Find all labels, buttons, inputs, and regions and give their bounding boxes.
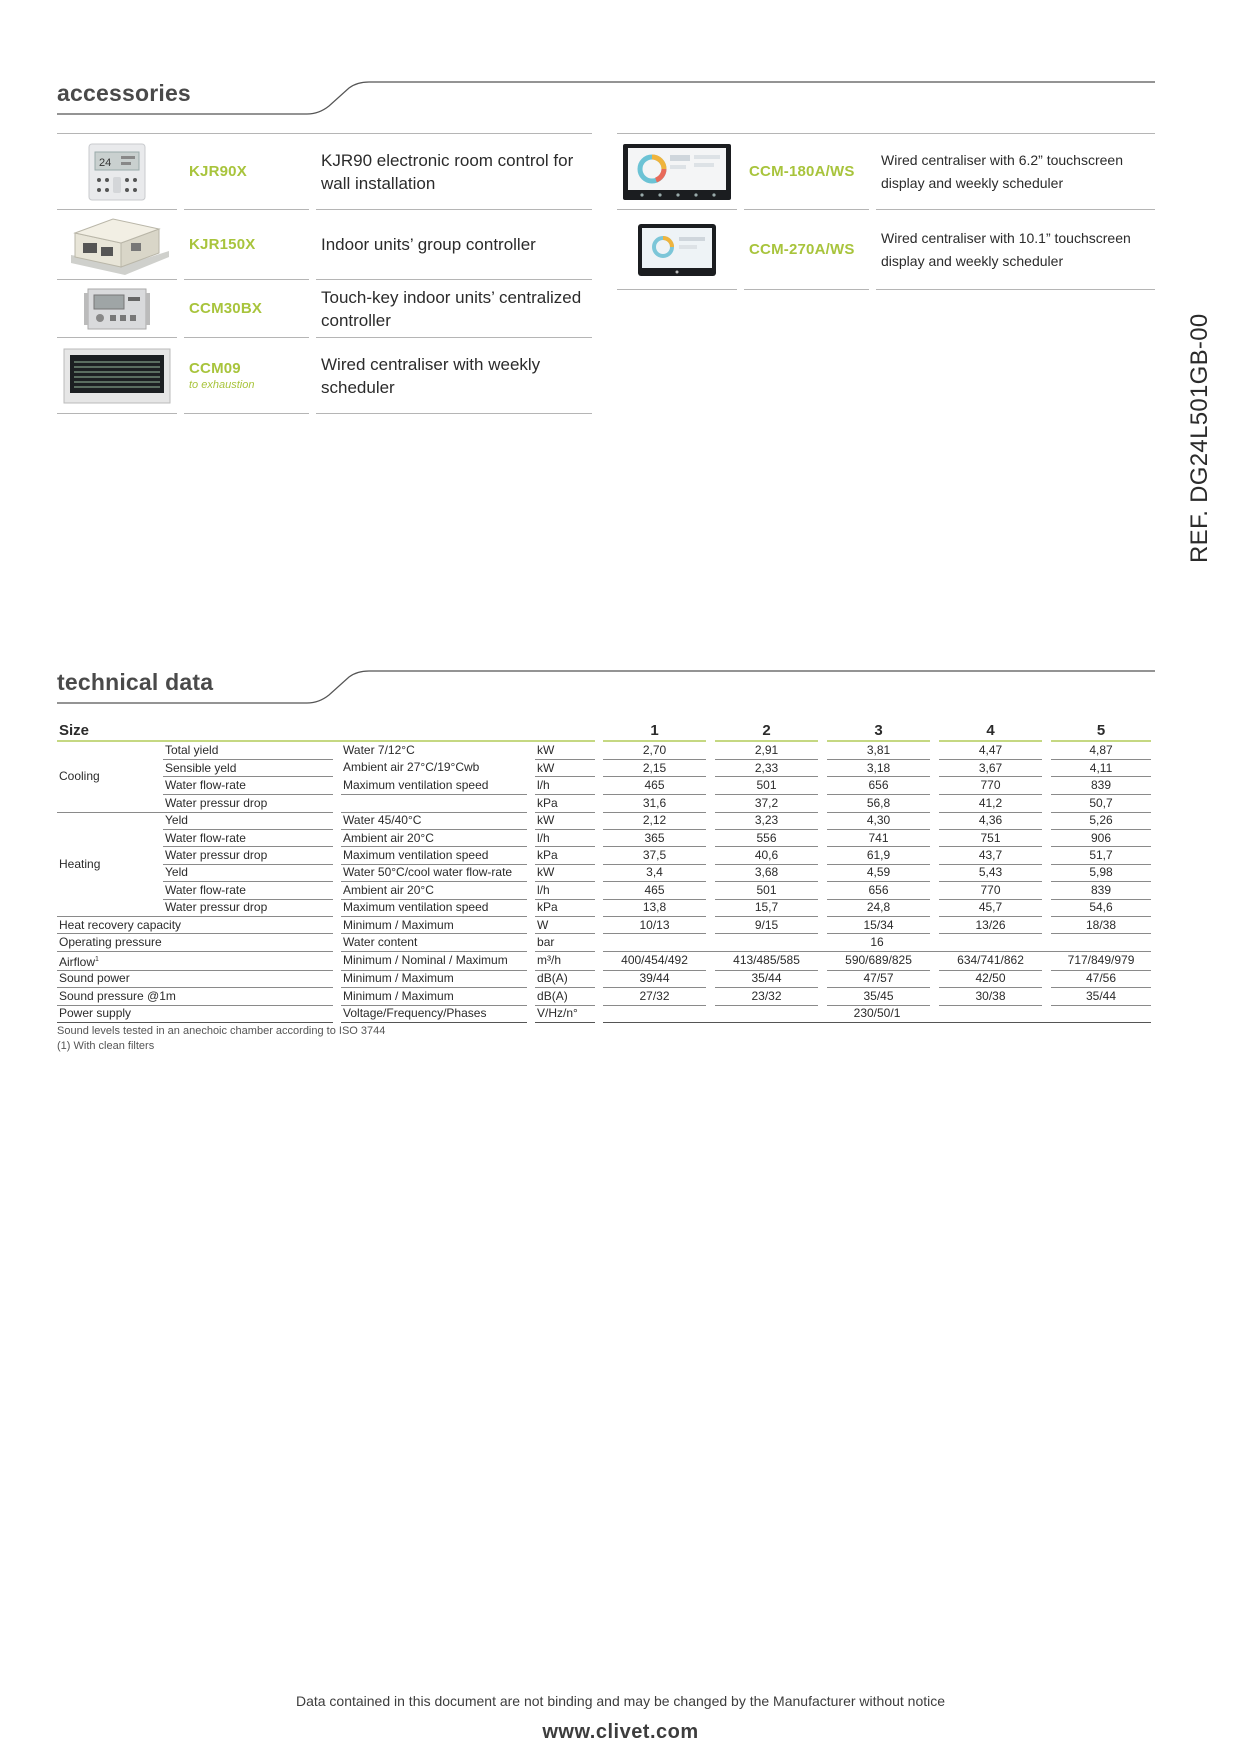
table-notes <box>57 1024 385 1054</box>
centralized-controller-image <box>57 280 177 338</box>
value-cell: 4,47 <box>939 742 1042 760</box>
value-cell: 35/44 <box>715 971 818 988</box>
value-cell: 39/44 <box>603 971 706 988</box>
param-label: Yeld <box>163 813 333 830</box>
value-cell: 16 <box>603 934 1151 951</box>
value-cell: 634/741/862 <box>939 952 1042 971</box>
conditions-cell: Voltage/Frequency/Phases <box>341 1006 527 1023</box>
value-cell: 9/15 <box>715 917 818 934</box>
accessory-code: CCM30BX <box>189 300 263 317</box>
size-header: 3 <box>827 720 930 742</box>
param-label: Water flow-rate <box>163 777 333 795</box>
conditions-cell: Water 50°C/cool water flow-rate <box>341 865 527 882</box>
accessories-header <box>57 80 1155 120</box>
table-row <box>57 882 1151 899</box>
param-label: Water pressur drop <box>163 847 333 864</box>
unit-label: W <box>535 917 595 934</box>
value-cell: 3,68 <box>715 865 818 882</box>
value-cell: 839 <box>1051 777 1151 795</box>
table-row <box>57 952 1151 971</box>
value-cell: 501 <box>715 777 818 795</box>
wired-centraliser-image <box>57 338 177 414</box>
value-cell: 47/56 <box>1051 971 1151 988</box>
value-cell: 23/32 <box>715 988 818 1005</box>
wall-controller-image <box>57 134 177 210</box>
note-line: Sound levels tested in an anechoic chamber according to ISO 3744 <box>57 1025 386 1037</box>
footnote-marker: 1 <box>95 955 99 963</box>
conditions-cell <box>341 795 527 812</box>
value-cell: 501 <box>715 882 818 899</box>
accessory-code: CCM-180A/WS <box>749 163 855 180</box>
value-cell: 2,15 <box>603 760 706 778</box>
conditions-cell: Water 45/40°C <box>341 813 527 830</box>
value-cell: 465 <box>603 777 706 795</box>
technical-data-title: technical data <box>57 669 214 695</box>
value-cell: 5,26 <box>1051 813 1151 830</box>
size-label: Size <box>57 720 333 742</box>
accessory-row-kjr90x <box>57 134 592 210</box>
table-row <box>57 777 1151 795</box>
document-reference: REF. DG24L501GB-00 <box>1186 313 1213 563</box>
value-cell: 35/44 <box>1051 988 1151 1005</box>
param-label: Water flow-rate <box>163 830 333 847</box>
value-cell: 13/26 <box>939 917 1042 934</box>
unit-label: dB(A) <box>535 971 595 988</box>
accessories-left-list <box>57 133 592 414</box>
conditions-cell: Maximum ventilation speed <box>341 900 527 917</box>
value-cell: 37,5 <box>603 847 706 864</box>
conditions-cell: Minimum / Maximum <box>341 971 527 988</box>
group-controller-image <box>57 210 177 280</box>
unit-label: kPa <box>535 795 595 812</box>
accessory-description: Wired centraliser with 10.1” touchscreen display and weekly scheduler <box>876 210 1155 290</box>
value-cell: 751 <box>939 830 1042 847</box>
size-header: 4 <box>939 720 1042 742</box>
condition-line: Ambient air 27°C/19°Cwb <box>343 760 480 775</box>
value-cell: 4,87 <box>1051 742 1151 760</box>
table-row <box>57 760 1151 778</box>
note-line: (1) With clean filters <box>57 1040 155 1052</box>
value-cell: 56,8 <box>827 795 930 812</box>
accessory-description: Wired centraliser with 6.2” touchscreen display and weekly scheduler <box>876 134 1155 210</box>
section-divider-line <box>57 80 1155 116</box>
value-cell: 2,91 <box>715 742 818 760</box>
value-cell: 3,4 <box>603 865 706 882</box>
value-cell: 770 <box>939 882 1042 899</box>
size-header: 5 <box>1051 720 1151 742</box>
table-row <box>57 988 1151 1005</box>
table-row <box>57 865 1151 882</box>
value-cell: 839 <box>1051 882 1151 899</box>
row-label: Heat recovery capacity <box>57 917 333 934</box>
table-row <box>57 917 1151 934</box>
table-row <box>57 971 1151 988</box>
conditions-cell: Minimum / Nominal / Maximum <box>341 952 527 971</box>
value-cell: 4,30 <box>827 813 930 830</box>
group-label-heating: Heating <box>57 813 163 917</box>
touchscreen-6-image <box>617 134 737 210</box>
row-label: Sound pressure @1m <box>57 988 333 1005</box>
unit-label: l/h <box>535 830 595 847</box>
footer-disclaimer: Data contained in this document are not binding and may be changed by the Manufacturer without notice <box>295 1693 946 1709</box>
table-row <box>57 813 1151 830</box>
row-label: Airflow$^1$ <box>57 952 333 971</box>
value-cell: 3,67 <box>939 760 1042 778</box>
conditions-cell: Ambient air 20°C <box>341 882 527 899</box>
unit-label: kW <box>535 865 595 882</box>
unit-label: kPa <box>535 847 595 864</box>
accessory-description: Indoor units’ group controller <box>316 210 592 280</box>
table-row <box>57 795 1151 812</box>
accessory-description: KJR90 electronic room control for wall installation <box>316 134 592 210</box>
value-cell: 43,7 <box>939 847 1042 864</box>
value-cell: 717/849/979 <box>1051 952 1151 971</box>
conditions-cell: Water content <box>341 934 527 951</box>
value-cell: 4,11 <box>1051 760 1151 778</box>
value-cell: 41,2 <box>939 795 1042 812</box>
conditions-cell: Maximum ventilation speed <box>341 847 527 864</box>
section-divider-line <box>57 669 1155 705</box>
value-cell: 45,7 <box>939 900 1042 917</box>
table-row <box>57 830 1151 847</box>
value-cell: 61,9 <box>827 847 930 864</box>
value-cell: 50,7 <box>1051 795 1151 812</box>
conditions-cell: Ambient air 20°C <box>341 830 527 847</box>
size-header: 1 <box>603 720 706 742</box>
value-cell: 770 <box>939 777 1042 795</box>
value-cell: 31,6 <box>603 795 706 812</box>
row-label: Operating pressure <box>57 934 333 951</box>
unit-label: kPa <box>535 900 595 917</box>
value-cell: 556 <box>715 830 818 847</box>
conditions-cell: Minimum / Maximum <box>341 917 527 934</box>
value-cell: 906 <box>1051 830 1151 847</box>
technical-data-header <box>57 669 1155 709</box>
group-label-cooling: Cooling <box>57 742 163 813</box>
unit-label: l/h <box>535 777 595 795</box>
value-cell: 590/689/825 <box>827 952 930 971</box>
value-cell: 3,81 <box>827 742 930 760</box>
param-label: Water pressur drop <box>163 900 333 917</box>
accessory-note: to exhaustion <box>189 379 255 391</box>
param-label: Water pressur drop <box>163 795 333 812</box>
value-cell: 400/454/492 <box>603 952 706 971</box>
accessory-description: Wired centraliser with weekly scheduler <box>316 338 592 414</box>
unit-label: l/h <box>535 882 595 899</box>
value-cell: 24,8 <box>827 900 930 917</box>
table-row <box>57 1006 1151 1023</box>
value-cell: 413/485/585 <box>715 952 818 971</box>
value-cell: 42/50 <box>939 971 1042 988</box>
value-cell: 230/50/1 <box>603 1006 1151 1023</box>
value-cell: 35/45 <box>827 988 930 1005</box>
value-cell: 2,33 <box>715 760 818 778</box>
condition-line: Maximum ventilation speed <box>343 777 489 792</box>
value-cell: 656 <box>827 777 930 795</box>
unit-label: V/Hz/n° <box>535 1006 595 1023</box>
unit-label: kW <box>535 760 595 778</box>
value-cell: 47/57 <box>827 971 930 988</box>
unit-label: kW <box>535 813 595 830</box>
unit-label: m³/h <box>535 952 595 971</box>
unit-label: kW <box>535 742 595 760</box>
value-cell: 656 <box>827 882 930 899</box>
value-cell: 10/13 <box>603 917 706 934</box>
accessory-description: Touch-key indoor units’ centralized controller <box>316 280 592 338</box>
value-cell: 3,18 <box>827 760 930 778</box>
value-cell: 15/34 <box>827 917 930 934</box>
value-cell: 51,7 <box>1051 847 1151 864</box>
accessory-row-ccm-270a <box>617 210 1155 290</box>
value-cell: 40,6 <box>715 847 818 864</box>
param-label: Sensible yeld <box>163 760 333 778</box>
table-row <box>57 934 1151 951</box>
value-cell: 2,70 <box>603 742 706 760</box>
unit-label: bar <box>535 934 595 951</box>
technical-data-table <box>57 720 1150 1023</box>
value-cell: 30/38 <box>939 988 1042 1005</box>
table-row <box>57 900 1151 917</box>
accessory-row-kjr150x <box>57 210 592 280</box>
table-row <box>57 742 1151 760</box>
footer-website[interactable]: www.clivet.com <box>542 1721 699 1743</box>
value-cell: 2,12 <box>603 813 706 830</box>
value-cell: 18/38 <box>1051 917 1151 934</box>
value-cell: 365 <box>603 830 706 847</box>
accessory-code: KJR150X <box>189 236 256 253</box>
table-row <box>57 847 1151 864</box>
svg-text:24: 24 <box>99 156 112 169</box>
accessory-code: CCM09 <box>189 360 241 377</box>
accessory-code: KJR90X <box>189 163 247 180</box>
value-cell: 741 <box>827 830 930 847</box>
size-header: 2 <box>715 720 818 742</box>
accessory-row-ccm09 <box>57 338 592 414</box>
touchscreen-10-image <box>617 210 737 290</box>
unit-label: dB(A) <box>535 988 595 1005</box>
value-cell: 5,43 <box>939 865 1042 882</box>
param-label: Water flow-rate <box>163 882 333 899</box>
accessory-row-ccm-180a <box>617 134 1155 210</box>
condition-line: Water 7/12°C <box>343 743 415 757</box>
value-cell: 27/32 <box>603 988 706 1005</box>
value-cell: 5,98 <box>1051 865 1151 882</box>
accessory-code: CCM-270A/WS <box>749 241 855 258</box>
row-label: Sound power <box>57 971 333 988</box>
row-label: Power supply <box>57 1006 333 1023</box>
conditions-cell <box>341 742 527 795</box>
value-cell: 54,6 <box>1051 900 1151 917</box>
accessories-title: accessories <box>57 80 191 106</box>
param-label: Total yield <box>163 742 333 760</box>
accessories-right-list <box>617 133 1155 290</box>
param-label: Yeld <box>163 865 333 882</box>
value-cell: 4,59 <box>827 865 930 882</box>
value-cell: 15,7 <box>715 900 818 917</box>
value-cell: 465 <box>603 882 706 899</box>
value-cell: 37,2 <box>715 795 818 812</box>
conditions-cell: Minimum / Maximum <box>341 988 527 1005</box>
value-cell: 3,23 <box>715 813 818 830</box>
value-cell: 4,36 <box>939 813 1042 830</box>
value-cell: 13,8 <box>603 900 706 917</box>
accessory-row-ccm30bx <box>57 280 592 338</box>
